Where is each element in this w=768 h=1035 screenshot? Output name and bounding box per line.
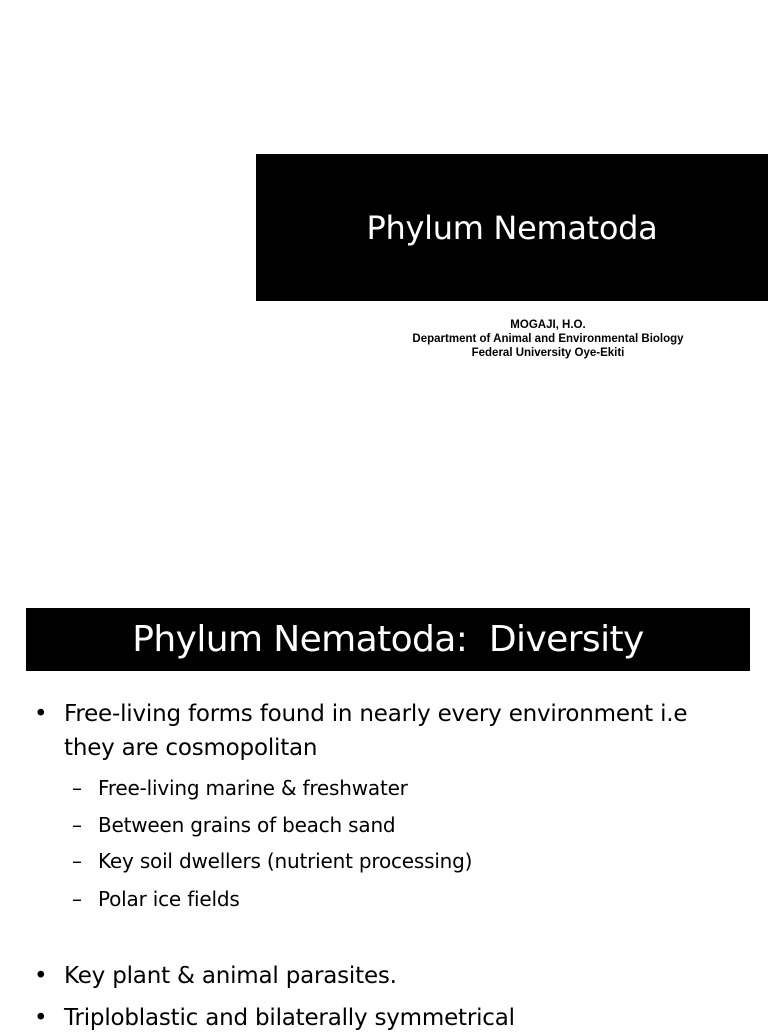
dash-marker: – [72, 776, 82, 800]
bullet-marker: • [34, 1005, 48, 1031]
sub-item [72, 811, 752, 839]
sub-item-text: Free-living marine & freshwater [98, 776, 408, 800]
sub-item-text: Between grains of beach sand [98, 813, 396, 837]
title-banner [256, 154, 768, 301]
author-department: Department of Animal and Environmental Biology [412, 333, 684, 345]
section-heading-banner [26, 608, 750, 671]
sub-item [72, 774, 752, 802]
sub-item [72, 885, 752, 913]
author-name: MOGAJI, H.O. [510, 319, 586, 331]
author-university: Federal University Oye-Ekiti [471, 347, 625, 359]
dash-marker: – [72, 813, 82, 837]
slide-title: Phylum Nematoda [366, 208, 658, 247]
dash-marker: – [72, 849, 82, 873]
bullet-text: Free-living forms found in nearly every environment i.e they are cosmopolitan [64, 701, 688, 761]
bullet-item [34, 697, 754, 765]
author-block [340, 318, 756, 360]
sub-item [72, 847, 752, 875]
bullet-item [34, 959, 754, 993]
dash-marker: – [72, 887, 82, 911]
bullet-text: Triploblastic and bilaterally symmetrical [64, 1005, 515, 1031]
sub-item-text: Key soil dwellers (nutrient processing) [98, 849, 473, 873]
sub-item-text: Polar ice fields [98, 887, 240, 911]
section-heading: Phylum Nematoda: Diversity [132, 619, 644, 660]
bullet-marker: • [34, 963, 48, 989]
bullet-item [34, 1001, 754, 1035]
bullet-text: Key plant & animal parasites. [64, 963, 397, 989]
bullet-marker: • [34, 701, 48, 727]
